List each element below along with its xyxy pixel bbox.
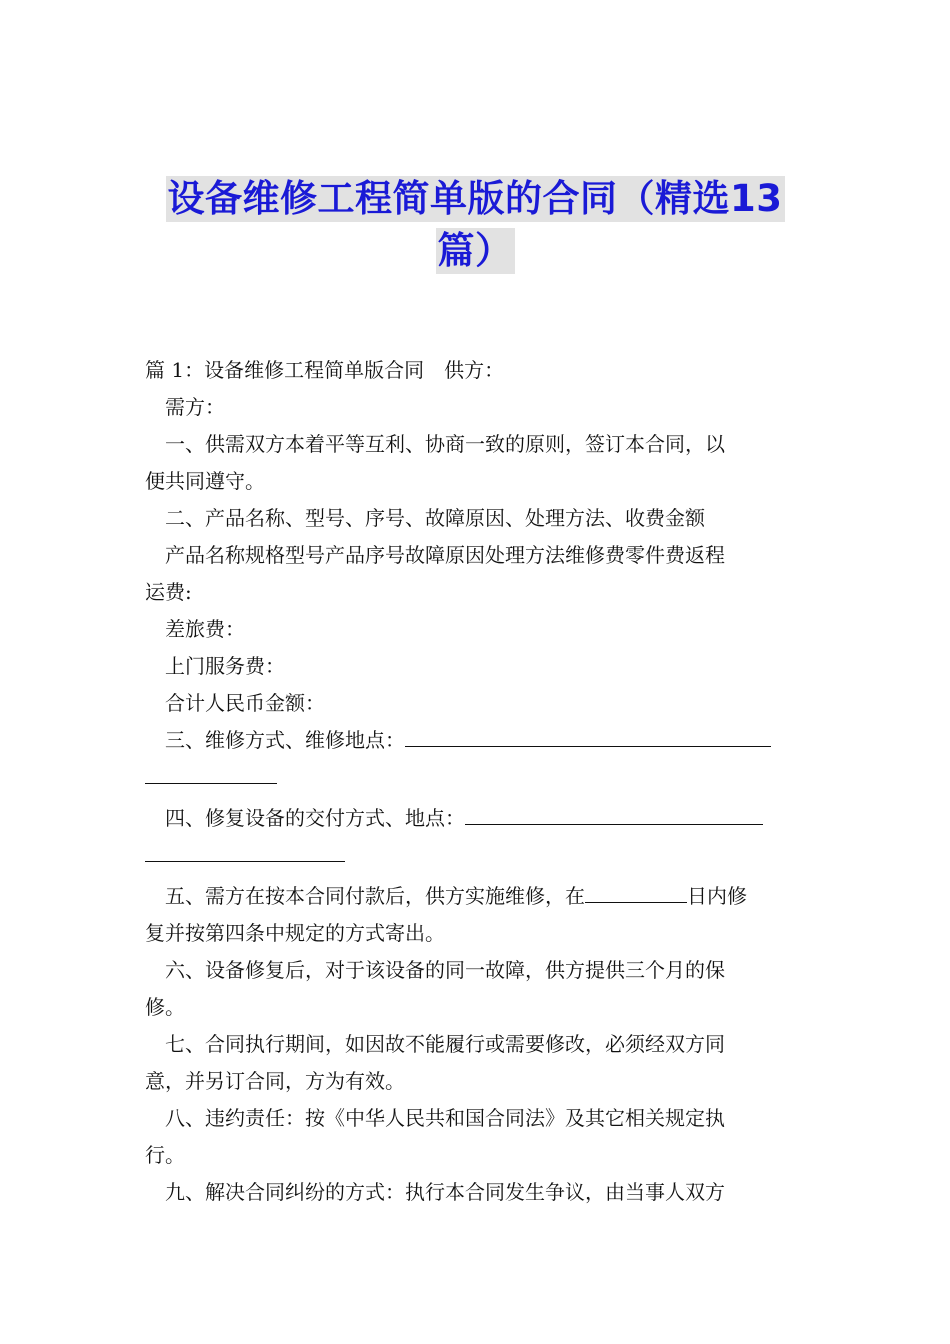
- paragraph-demander: 需方：: [165, 395, 225, 419]
- document-body: [145, 352, 807, 1211]
- paragraph-clause-1: 一、供需双方本着平等互利、协商一致的原则，签订本合同，以: [165, 432, 725, 456]
- paragraph-clause-7: 七、合同执行期间，如因故不能履行或需要修改，必须经双方同: [165, 1032, 725, 1056]
- clause-5-text: 五、需方在按本合同付款后，供方实施维修，在: [165, 884, 585, 908]
- clause-3-label: 三、维修方式、维修地点：: [165, 728, 405, 752]
- paragraph-clause-2: 二、产品名称、型号、序号、故障原因、处理方法、收费金额: [165, 506, 705, 530]
- paragraph-travel-fee: 差旅费：: [165, 617, 245, 641]
- repair-location-blank: [405, 724, 771, 747]
- paragraph-clause-6-cont: 修。: [145, 995, 185, 1019]
- paragraph-clause-3-cont: [145, 759, 807, 796]
- paragraph-clause-4: [145, 800, 807, 837]
- paragraph-clause-5-cont: 复并按第四条中规定的方式寄出。: [145, 921, 445, 945]
- paragraph-clause-8: 八、违约责任：按《中华人民共和国合同法》及其它相关规定执: [165, 1106, 725, 1130]
- paragraph-clause-1-cont: 便共同遵守。: [145, 469, 265, 493]
- paragraph-clause-5: [145, 878, 807, 915]
- document-title: [0, 176, 950, 274]
- paragraph-heading: 篇 1：设备维修工程简单版合同 供方：: [145, 358, 505, 382]
- repair-location-blank-cont: [145, 761, 277, 784]
- paragraph-service-fee: 上门服务费：: [165, 654, 285, 678]
- title-line-2: 篇）: [437, 229, 513, 272]
- paragraph-clause-9: 九、解决合同纠纷的方式：执行本合同发生争议，由当事人双方: [165, 1180, 725, 1204]
- paragraph-clause-8-cont: 行。: [145, 1143, 185, 1167]
- clause-4-label: 四、修复设备的交付方式、地点：: [165, 806, 465, 830]
- clause-5-text-post: 日内修: [687, 884, 747, 908]
- paragraph-product-fields: 产品名称规格型号产品序号故障原因处理方法维修费零件费返程: [165, 543, 725, 567]
- paragraph-product-fields-cont: 运费:: [145, 580, 192, 604]
- title-line-1: 设备维修工程简单版的合同（精选13: [167, 177, 783, 220]
- repair-days-blank: [585, 880, 687, 903]
- paragraph-total-amount: 合计人民币金额：: [165, 691, 325, 715]
- paragraph-clause-6: 六、设备修复后，对于该设备的同一故障，供方提供三个月的保: [165, 958, 725, 982]
- paragraph-clause-3: [145, 722, 807, 759]
- delivery-method-blank: [465, 802, 763, 825]
- delivery-method-blank-cont: [145, 839, 345, 862]
- paragraph-clause-7-cont: 意，并另订合同，方为有效。: [145, 1069, 405, 1093]
- paragraph-clause-4-cont: [145, 837, 807, 874]
